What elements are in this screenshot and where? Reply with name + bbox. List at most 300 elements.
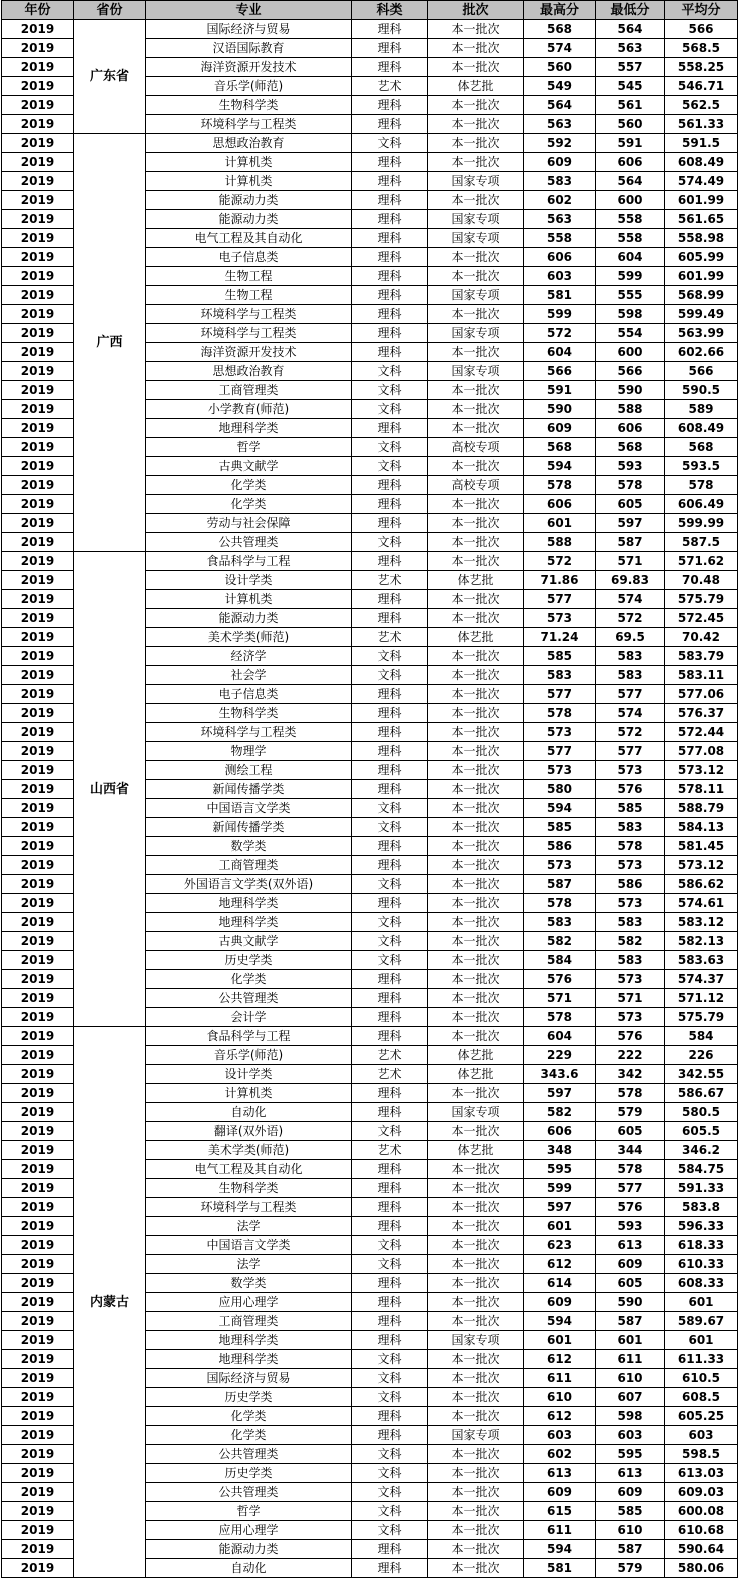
cell-max-score: 568 xyxy=(524,20,596,39)
cell-min-score: 572 xyxy=(596,723,665,742)
cell-major: 法学 xyxy=(146,1217,352,1236)
cell-subject-type: 理科 xyxy=(352,1426,428,1445)
cell-major: 中国语言文学类 xyxy=(146,799,352,818)
cell-year: 2019 xyxy=(2,58,74,77)
cell-year: 2019 xyxy=(2,780,74,799)
cell-avg-score: 583.79 xyxy=(665,647,738,666)
cell-batch: 体艺批 xyxy=(428,1065,524,1084)
cell-max-score: 615 xyxy=(524,1502,596,1521)
cell-max-score: 614 xyxy=(524,1274,596,1293)
cell-max-score: 609 xyxy=(524,419,596,438)
cell-min-score: 568 xyxy=(596,438,665,457)
cell-min-score: 573 xyxy=(596,761,665,780)
cell-min-score: 600 xyxy=(596,191,665,210)
cell-max-score: 583 xyxy=(524,172,596,191)
cell-avg-score: 70.48 xyxy=(665,571,738,590)
cell-max-score: 585 xyxy=(524,647,596,666)
cell-major: 外国语言文学类(双外语) xyxy=(146,875,352,894)
cell-subject-type: 理科 xyxy=(352,704,428,723)
cell-max-score: 594 xyxy=(524,1540,596,1559)
cell-max-score: 573 xyxy=(524,609,596,628)
cell-avg-score: 571.62 xyxy=(665,552,738,571)
cell-subject-type: 理科 xyxy=(352,1084,428,1103)
cell-avg-score: 574.49 xyxy=(665,172,738,191)
cell-year: 2019 xyxy=(2,533,74,552)
cell-year: 2019 xyxy=(2,913,74,932)
header-avg-score: 平均分 xyxy=(665,1,738,20)
cell-province: 内蒙古 xyxy=(74,1027,146,1578)
cell-year: 2019 xyxy=(2,77,74,96)
cell-min-score: 574 xyxy=(596,590,665,609)
cell-year: 2019 xyxy=(2,172,74,191)
cell-year: 2019 xyxy=(2,1483,74,1502)
cell-avg-score: 584.75 xyxy=(665,1160,738,1179)
cell-batch: 本一批次 xyxy=(428,932,524,951)
cell-year: 2019 xyxy=(2,1179,74,1198)
cell-batch: 本一批次 xyxy=(428,1255,524,1274)
cell-subject-type: 文科 xyxy=(352,381,428,400)
cell-subject-type: 理科 xyxy=(352,476,428,495)
cell-year: 2019 xyxy=(2,1198,74,1217)
cell-avg-score: 226 xyxy=(665,1046,738,1065)
cell-major: 物理学 xyxy=(146,742,352,761)
cell-avg-score: 618.33 xyxy=(665,1236,738,1255)
cell-max-score: 549 xyxy=(524,77,596,96)
cell-avg-score: 603 xyxy=(665,1426,738,1445)
cell-max-score: 582 xyxy=(524,932,596,951)
cell-major: 电气工程及其自动化 xyxy=(146,1160,352,1179)
cell-avg-score: 584 xyxy=(665,1027,738,1046)
cell-min-score: 609 xyxy=(596,1255,665,1274)
cell-batch: 本一批次 xyxy=(428,742,524,761)
cell-province: 广东省 xyxy=(74,20,146,134)
cell-year: 2019 xyxy=(2,267,74,286)
cell-subject-type: 文科 xyxy=(352,438,428,457)
cell-min-score: 601 xyxy=(596,1331,665,1350)
cell-avg-score: 578.11 xyxy=(665,780,738,799)
cell-subject-type: 文科 xyxy=(352,647,428,666)
cell-avg-score: 598.5 xyxy=(665,1445,738,1464)
cell-year: 2019 xyxy=(2,609,74,628)
cell-avg-score: 610.33 xyxy=(665,1255,738,1274)
cell-major: 历史学类 xyxy=(146,951,352,970)
header-row xyxy=(2,1,738,20)
cell-year: 2019 xyxy=(2,932,74,951)
cell-major: 新闻传播学类 xyxy=(146,780,352,799)
cell-year: 2019 xyxy=(2,1217,74,1236)
cell-year: 2019 xyxy=(2,1160,74,1179)
cell-year: 2019 xyxy=(2,742,74,761)
cell-subject-type: 理科 xyxy=(352,761,428,780)
cell-major: 能源动力类 xyxy=(146,210,352,229)
cell-max-score: 601 xyxy=(524,1331,596,1350)
cell-min-score: 69.5 xyxy=(596,628,665,647)
cell-batch: 本一批次 xyxy=(428,96,524,115)
cell-major: 计算机类 xyxy=(146,1084,352,1103)
cell-batch: 本一批次 xyxy=(428,1388,524,1407)
cell-major: 食品科学与工程 xyxy=(146,1027,352,1046)
cell-max-score: 573 xyxy=(524,761,596,780)
cell-min-score: 605 xyxy=(596,495,665,514)
cell-year: 2019 xyxy=(2,115,74,134)
cell-subject-type: 文科 xyxy=(352,1388,428,1407)
cell-year: 2019 xyxy=(2,1407,74,1426)
cell-avg-score: 602.66 xyxy=(665,343,738,362)
header-max-score: 最高分 xyxy=(524,1,596,20)
cell-subject-type: 艺术 xyxy=(352,1065,428,1084)
cell-min-score: 587 xyxy=(596,1312,665,1331)
cell-batch: 本一批次 xyxy=(428,1483,524,1502)
cell-subject-type: 文科 xyxy=(352,1521,428,1540)
cell-major: 公共管理类 xyxy=(146,1445,352,1464)
cell-year: 2019 xyxy=(2,514,74,533)
cell-max-score: 577 xyxy=(524,742,596,761)
cell-max-score: 612 xyxy=(524,1407,596,1426)
cell-max-score: 566 xyxy=(524,362,596,381)
cell-subject-type: 理科 xyxy=(352,267,428,286)
cell-min-score: 585 xyxy=(596,1502,665,1521)
cell-avg-score: 605.5 xyxy=(665,1122,738,1141)
cell-avg-score: 611.33 xyxy=(665,1350,738,1369)
cell-max-score: 623 xyxy=(524,1236,596,1255)
cell-avg-score: 568.99 xyxy=(665,286,738,305)
cell-major: 地理科学类 xyxy=(146,1331,352,1350)
cell-subject-type: 理科 xyxy=(352,115,428,134)
cell-max-score: 578 xyxy=(524,1008,596,1027)
cell-batch: 国家专项 xyxy=(428,324,524,343)
cell-major: 电气工程及其自动化 xyxy=(146,229,352,248)
cell-subject-type: 理科 xyxy=(352,685,428,704)
cell-subject-type: 艺术 xyxy=(352,628,428,647)
cell-max-score: 610 xyxy=(524,1388,596,1407)
cell-min-score: 564 xyxy=(596,20,665,39)
cell-major: 公共管理类 xyxy=(146,533,352,552)
cell-year: 2019 xyxy=(2,229,74,248)
cell-min-score: 583 xyxy=(596,913,665,932)
cell-max-score: 594 xyxy=(524,457,596,476)
cell-max-score: 577 xyxy=(524,685,596,704)
cell-year: 2019 xyxy=(2,39,74,58)
cell-min-score: 571 xyxy=(596,552,665,571)
cell-min-score: 587 xyxy=(596,533,665,552)
cell-min-score: 554 xyxy=(596,324,665,343)
cell-max-score: 580 xyxy=(524,780,596,799)
cell-min-score: 590 xyxy=(596,381,665,400)
cell-min-score: 593 xyxy=(596,1217,665,1236)
cell-min-score: 591 xyxy=(596,134,665,153)
cell-min-score: 578 xyxy=(596,1084,665,1103)
cell-batch: 本一批次 xyxy=(428,419,524,438)
cell-year: 2019 xyxy=(2,457,74,476)
table-body xyxy=(2,20,738,1578)
cell-year: 2019 xyxy=(2,894,74,913)
cell-batch: 本一批次 xyxy=(428,970,524,989)
cell-min-score: 605 xyxy=(596,1274,665,1293)
cell-year: 2019 xyxy=(2,495,74,514)
cell-batch: 体艺批 xyxy=(428,1046,524,1065)
cell-batch: 本一批次 xyxy=(428,723,524,742)
cell-subject-type: 理科 xyxy=(352,723,428,742)
cell-max-score: 585 xyxy=(524,818,596,837)
cell-batch: 本一批次 xyxy=(428,134,524,153)
admission-scores-table xyxy=(1,0,738,1578)
cell-max-score: 573 xyxy=(524,856,596,875)
cell-avg-score: 574.37 xyxy=(665,970,738,989)
cell-major: 计算机类 xyxy=(146,590,352,609)
cell-min-score: 613 xyxy=(596,1236,665,1255)
cell-min-score: 222 xyxy=(596,1046,665,1065)
cell-year: 2019 xyxy=(2,856,74,875)
cell-max-score: 229 xyxy=(524,1046,596,1065)
cell-max-score: 560 xyxy=(524,58,596,77)
cell-min-score: 576 xyxy=(596,1027,665,1046)
cell-batch: 本一批次 xyxy=(428,1008,524,1027)
cell-min-score: 598 xyxy=(596,305,665,324)
cell-major: 劳动与社会保障 xyxy=(146,514,352,533)
cell-subject-type: 文科 xyxy=(352,533,428,552)
cell-batch: 本一批次 xyxy=(428,1274,524,1293)
cell-avg-score: 589 xyxy=(665,400,738,419)
cell-year: 2019 xyxy=(2,305,74,324)
cell-major: 地理科学类 xyxy=(146,894,352,913)
cell-batch: 本一批次 xyxy=(428,799,524,818)
table-row xyxy=(2,1027,738,1046)
cell-batch: 本一批次 xyxy=(428,1407,524,1426)
cell-subject-type: 理科 xyxy=(352,970,428,989)
cell-subject-type: 理科 xyxy=(352,305,428,324)
cell-subject-type: 艺术 xyxy=(352,1046,428,1065)
cell-max-score: 564 xyxy=(524,96,596,115)
cell-max-score: 583 xyxy=(524,666,596,685)
cell-major: 电子信息类 xyxy=(146,248,352,267)
cell-subject-type: 理科 xyxy=(352,419,428,438)
cell-max-score: 348 xyxy=(524,1141,596,1160)
cell-batch: 本一批次 xyxy=(428,1445,524,1464)
cell-batch: 本一批次 xyxy=(428,666,524,685)
cell-min-score: 582 xyxy=(596,932,665,951)
cell-year: 2019 xyxy=(2,1122,74,1141)
cell-avg-score: 583.11 xyxy=(665,666,738,685)
cell-min-score: 558 xyxy=(596,210,665,229)
cell-major: 思想政治教育 xyxy=(146,362,352,381)
cell-batch: 本一批次 xyxy=(428,1122,524,1141)
cell-subject-type: 文科 xyxy=(352,1502,428,1521)
cell-year: 2019 xyxy=(2,324,74,343)
cell-subject-type: 理科 xyxy=(352,1027,428,1046)
cell-year: 2019 xyxy=(2,628,74,647)
cell-avg-score: 575.79 xyxy=(665,590,738,609)
cell-max-score: 576 xyxy=(524,970,596,989)
cell-max-score: 578 xyxy=(524,476,596,495)
cell-province: 广西 xyxy=(74,134,146,552)
cell-min-score: 563 xyxy=(596,39,665,58)
cell-min-score: 613 xyxy=(596,1464,665,1483)
cell-subject-type: 艺术 xyxy=(352,77,428,96)
cell-min-score: 566 xyxy=(596,362,665,381)
cell-subject-type: 理科 xyxy=(352,552,428,571)
cell-year: 2019 xyxy=(2,1027,74,1046)
cell-major: 设计学类 xyxy=(146,571,352,590)
cell-batch: 本一批次 xyxy=(428,305,524,324)
cell-batch: 体艺批 xyxy=(428,1141,524,1160)
cell-subject-type: 文科 xyxy=(352,1445,428,1464)
cell-major: 生物工程 xyxy=(146,286,352,305)
cell-year: 2019 xyxy=(2,799,74,818)
cell-year: 2019 xyxy=(2,1502,74,1521)
cell-avg-score: 577.08 xyxy=(665,742,738,761)
cell-year: 2019 xyxy=(2,875,74,894)
cell-min-score: 572 xyxy=(596,609,665,628)
cell-batch: 本一批次 xyxy=(428,1350,524,1369)
cell-min-score: 600 xyxy=(596,343,665,362)
cell-subject-type: 文科 xyxy=(352,1483,428,1502)
cell-year: 2019 xyxy=(2,438,74,457)
cell-major: 古典文献学 xyxy=(146,932,352,951)
cell-major: 小学教育(师范) xyxy=(146,400,352,419)
cell-batch: 本一批次 xyxy=(428,685,524,704)
cell-year: 2019 xyxy=(2,1103,74,1122)
cell-major: 自动化 xyxy=(146,1103,352,1122)
cell-avg-score: 590.5 xyxy=(665,381,738,400)
cell-batch: 本一批次 xyxy=(428,457,524,476)
cell-max-score: 343.6 xyxy=(524,1065,596,1084)
cell-batch: 本一批次 xyxy=(428,913,524,932)
cell-subject-type: 文科 xyxy=(352,875,428,894)
cell-year: 2019 xyxy=(2,685,74,704)
cell-year: 2019 xyxy=(2,1008,74,1027)
cell-max-score: 604 xyxy=(524,343,596,362)
cell-subject-type: 艺术 xyxy=(352,1141,428,1160)
cell-subject-type: 文科 xyxy=(352,1464,428,1483)
cell-max-score: 563 xyxy=(524,115,596,134)
cell-avg-score: 593.5 xyxy=(665,457,738,476)
cell-subject-type: 文科 xyxy=(352,818,428,837)
cell-batch: 国家专项 xyxy=(428,362,524,381)
cell-max-score: 571 xyxy=(524,989,596,1008)
cell-year: 2019 xyxy=(2,1255,74,1274)
cell-max-score: 572 xyxy=(524,552,596,571)
cell-max-score: 601 xyxy=(524,1217,596,1236)
cell-min-score: 571 xyxy=(596,989,665,1008)
cell-subject-type: 理科 xyxy=(352,229,428,248)
cell-batch: 本一批次 xyxy=(428,875,524,894)
cell-min-score: 577 xyxy=(596,1179,665,1198)
cell-year: 2019 xyxy=(2,1084,74,1103)
cell-avg-score: 573.12 xyxy=(665,761,738,780)
cell-avg-score: 563.99 xyxy=(665,324,738,343)
cell-subject-type: 理科 xyxy=(352,514,428,533)
cell-min-score: 610 xyxy=(596,1369,665,1388)
cell-avg-score: 561.33 xyxy=(665,115,738,134)
cell-subject-type: 理科 xyxy=(352,590,428,609)
cell-min-score: 576 xyxy=(596,780,665,799)
cell-subject-type: 理科 xyxy=(352,495,428,514)
cell-major: 法学 xyxy=(146,1255,352,1274)
cell-avg-score: 608.5 xyxy=(665,1388,738,1407)
cell-major: 工商管理类 xyxy=(146,856,352,875)
table-row xyxy=(2,552,738,571)
cell-major: 海洋资源开发技术 xyxy=(146,343,352,362)
cell-max-score: 611 xyxy=(524,1369,596,1388)
cell-batch: 本一批次 xyxy=(428,343,524,362)
cell-batch: 国家专项 xyxy=(428,1331,524,1350)
cell-batch: 体艺批 xyxy=(428,628,524,647)
cell-min-score: 578 xyxy=(596,837,665,856)
cell-batch: 本一批次 xyxy=(428,818,524,837)
cell-max-score: 609 xyxy=(524,1483,596,1502)
cell-major: 化学类 xyxy=(146,495,352,514)
cell-min-score: 587 xyxy=(596,1540,665,1559)
cell-batch: 本一批次 xyxy=(428,153,524,172)
cell-major: 计算机类 xyxy=(146,172,352,191)
cell-avg-score: 574.61 xyxy=(665,894,738,913)
cell-max-score: 594 xyxy=(524,799,596,818)
cell-min-score: 597 xyxy=(596,514,665,533)
cell-avg-score: 568 xyxy=(665,438,738,457)
cell-avg-score: 609.03 xyxy=(665,1483,738,1502)
cell-major: 应用心理学 xyxy=(146,1521,352,1540)
cell-year: 2019 xyxy=(2,1369,74,1388)
cell-major: 能源动力类 xyxy=(146,191,352,210)
cell-subject-type: 文科 xyxy=(352,1122,428,1141)
cell-batch: 本一批次 xyxy=(428,400,524,419)
cell-max-score: 603 xyxy=(524,1426,596,1445)
cell-major: 国际经济与贸易 xyxy=(146,1369,352,1388)
cell-batch: 国家专项 xyxy=(428,210,524,229)
cell-major: 经济学 xyxy=(146,647,352,666)
cell-max-score: 611 xyxy=(524,1521,596,1540)
cell-batch: 本一批次 xyxy=(428,951,524,970)
cell-major: 地理科学类 xyxy=(146,1350,352,1369)
cell-avg-score: 571.12 xyxy=(665,989,738,1008)
cell-major: 公共管理类 xyxy=(146,989,352,1008)
cell-year: 2019 xyxy=(2,552,74,571)
cell-avg-score: 578 xyxy=(665,476,738,495)
cell-avg-score: 591.33 xyxy=(665,1179,738,1198)
cell-min-score: 578 xyxy=(596,1160,665,1179)
cell-year: 2019 xyxy=(2,343,74,362)
cell-min-score: 342 xyxy=(596,1065,665,1084)
cell-batch: 体艺批 xyxy=(428,77,524,96)
cell-major: 哲学 xyxy=(146,1502,352,1521)
header-subject-type: 科类 xyxy=(352,1,428,20)
cell-max-score: 577 xyxy=(524,590,596,609)
cell-major: 地理科学类 xyxy=(146,419,352,438)
cell-subject-type: 理科 xyxy=(352,989,428,1008)
cell-major: 生物科学类 xyxy=(146,1179,352,1198)
cell-max-score: 612 xyxy=(524,1255,596,1274)
cell-avg-score: 608.33 xyxy=(665,1274,738,1293)
header-province: 省份 xyxy=(74,1,146,20)
cell-avg-score: 584.13 xyxy=(665,818,738,837)
header-batch: 批次 xyxy=(428,1,524,20)
cell-major: 中国语言文学类 xyxy=(146,1236,352,1255)
cell-major: 设计学类 xyxy=(146,1065,352,1084)
cell-min-score: 576 xyxy=(596,1198,665,1217)
cell-major: 会计学 xyxy=(146,1008,352,1027)
cell-max-score: 558 xyxy=(524,229,596,248)
cell-batch: 本一批次 xyxy=(428,381,524,400)
cell-major: 历史学类 xyxy=(146,1464,352,1483)
cell-batch: 本一批次 xyxy=(428,495,524,514)
cell-max-score: 599 xyxy=(524,1179,596,1198)
cell-avg-score: 580.5 xyxy=(665,1103,738,1122)
cell-year: 2019 xyxy=(2,1312,74,1331)
cell-batch: 本一批次 xyxy=(428,1293,524,1312)
cell-batch: 本一批次 xyxy=(428,514,524,533)
cell-year: 2019 xyxy=(2,989,74,1008)
cell-subject-type: 文科 xyxy=(352,362,428,381)
